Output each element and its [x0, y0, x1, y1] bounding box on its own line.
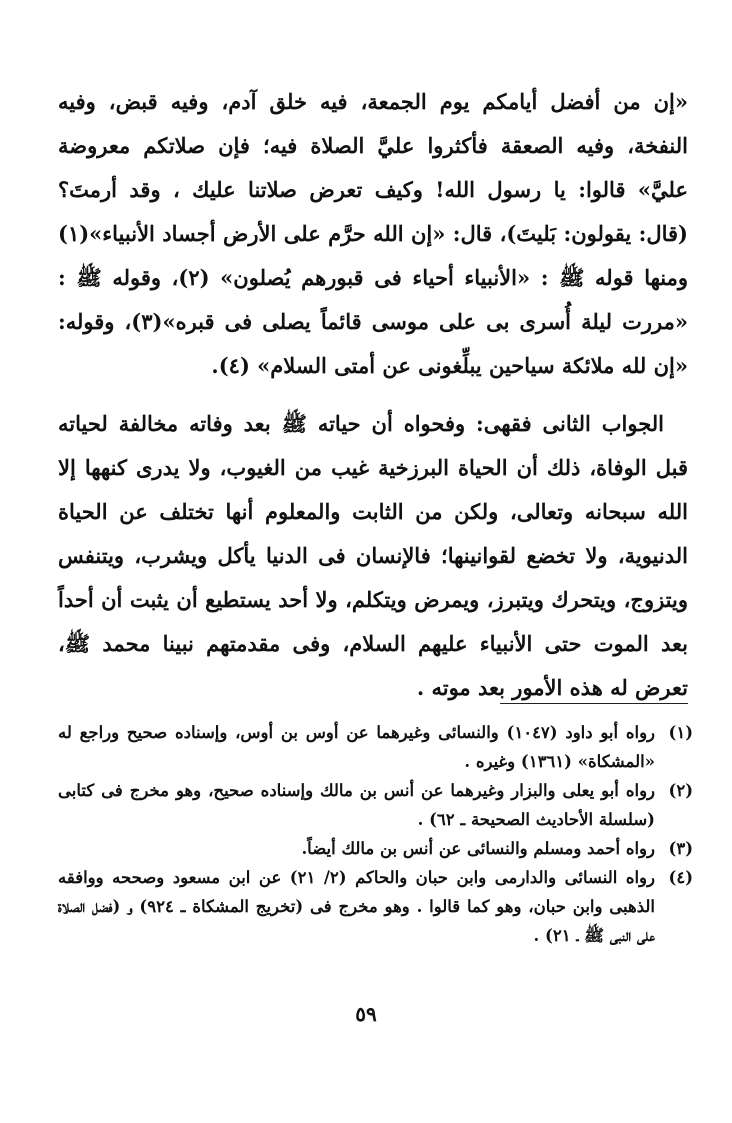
paragraph-second-answer: الجواب الثانى فقهى: وفحواه أن حياته ﷺ بعد وفاته مخالفة لحياته قبل الوفاة، ذلك أن الحياة البرزخية غيب من الغيوب، ولا يدرى كنهها إلا الله سبحانه وتعالى، ولكن من الثابت والمعلوم أنها تختلف عن الحياة الدنيوية، ولا تخضع لقوانينها؛ فالإنسان فى الدنيا يأكل ويشرب، ويتنفس ويتزوج، ويتحرك ويتبرز، ويمرض ويتكلم، ولا أحد يستطيع أن يثبت أن أحداً بعد الموت حتى الأنبياء عليهم السلام، وفى مقدمتهم نبينا محمد ﷺ، تعرض له هذه الأمور بعد موته . — [58, 411, 688, 700]
footnote-text: رواه أحمد ومسلم والنسائى عن أنس بن مالك أيضاً. — [301, 839, 655, 858]
footnote-1 — [58, 718, 693, 776]
footnote-number: (٤) — [668, 868, 693, 887]
footnote-3 — [58, 834, 693, 863]
footnote-number: (١) — [668, 723, 693, 742]
paragraph-hadith: «إن من أفضل أيامكم يوم الجمعة، فيه خلق آدم، وفيه قبض، وفيه النفخة، وفيه الصعقة فأكثروا عليَّ الصلاة فيه؛ فإن صلاتكم معروضة عليَّ» قالوا: يا رسول الله! وكيف تعرض صلاتنا عليك ، وقد أرمتَ؟ (قال: يقولون: بَليتَ)، قال: «إن الله حرَّم على الأرض أجساد الأنبياء»(١) ومنها قوله ﷺ : «الأنبياء أحياء فى قبورهم يُصلون» (٢)، وقوله ﷺ : «مررت ليلة أُسرى بى على موسى قائماً يصلى فى قبره»(٣)، وقوله: «إن لله ملائكة سياحين يبلِّغونى عن أمتى السلام» (٤). — [58, 89, 689, 378]
footnotes — [58, 718, 693, 950]
main-text — [58, 80, 688, 710]
footnote-separator — [500, 703, 688, 704]
footnote-text: رواه أبو يعلى والبزار وغيرهما عن أنس بن مالك وإسناده صحيح، وهو مخرج فى كتابى (سلسلة الأحاديث الصحيحة ـ ٦٢) . — [58, 781, 655, 829]
footnote-number: (٣) — [668, 839, 693, 858]
footnote-text: رواه أبو داود (١٠٤٧) والنسائى وغيرهما عن أوس بن أوس، وإسناده صحيح وراجع له «المشكاة» (١٣٦١) وغيره . — [58, 723, 656, 771]
footnote-number: (٢) — [668, 781, 693, 800]
page-number: ٥٩ — [355, 1002, 377, 1026]
footnote-2 — [58, 776, 693, 834]
footnote-4 — [58, 863, 693, 950]
footnote-text: رواه النسائى والدارمى وابن حبان والحاكم (٢/ ٢١) عن ابن مسعود وصححه ووافقه الذهبى وابن حبان، وهو كما قالوا . وهو مخرج فى (تخريج المشكاة ـ ٩٢٤) و (فضل الصلاة على النبى ﷺ ـ ٢١) . — [58, 868, 655, 945]
